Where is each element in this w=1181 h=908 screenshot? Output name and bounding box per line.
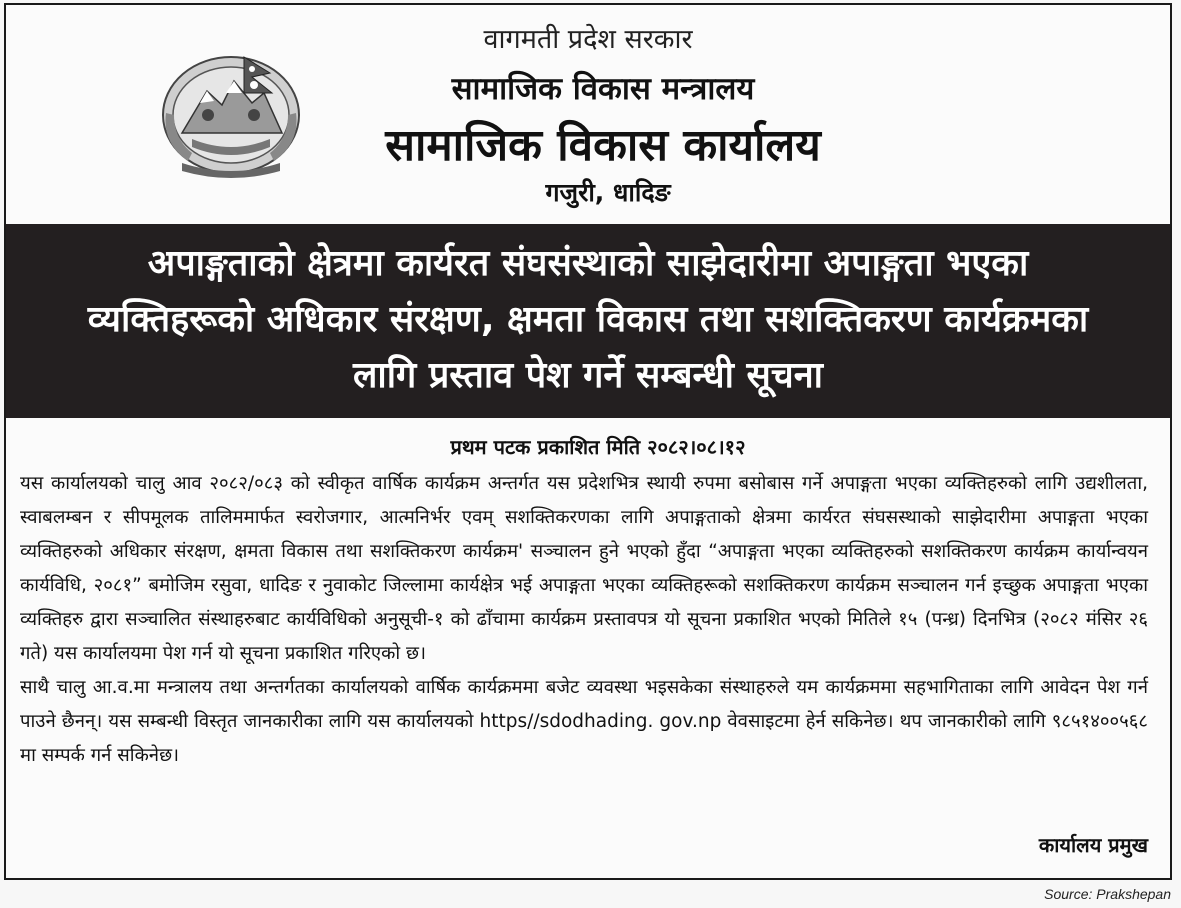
- signature: कार्यालय प्रमुख: [1038, 833, 1148, 857]
- title-line-2: व्यक्तिहरूको अधिकार संरक्षण, क्षमता विकास तथा सशक्तिकरण कार्यक्रमका: [87, 299, 1089, 340]
- header: [6, 5, 1170, 225]
- title-line-3: लागि प्रस्ताव पेश गर्ने सम्बन्धी सूचना: [352, 355, 824, 396]
- source-credit: Source: Prakshepan: [1044, 886, 1171, 902]
- office-name: सामाजिक विकास कार्यालय: [385, 120, 821, 171]
- office-location: गजुरी, धादिङ: [545, 178, 671, 207]
- notice-body: [20, 467, 1148, 773]
- notice-frame: [4, 3, 1172, 880]
- title-line-1: अपाङ्गताको क्षेत्रमा कार्यरत संघसंस्थाको साझेदारीमा अपाङ्गता भएका: [147, 243, 1029, 284]
- ministry-name: सामाजिक विकास मन्त्रालय: [451, 71, 755, 107]
- notice-paragraph-2: साथै चालु आ.व.मा मन्त्रालय तथा अन्तर्गतका कार्यालयको वार्षिक कार्यक्रममा बजेट व्यवस्था भइसकेका संस्थाहरुले यम कार्यक्रममा सहभागिताका लागि आवेदन पेश गर्न पाउने छैनन्। यस सम्बन्धी विस्तृत जानकारीका लागि यस कार्यालयको https//sdodhading. gov.np वेवसाइटमा हेर्न सकिनेछ। थप जानकारीको लागि ९८५१४००५६८ मा सम्पर्क गर्न सकिनेछ।: [20, 677, 1148, 766]
- notice-title: [6, 224, 1170, 418]
- notice-paragraph-1: यस कार्यालयको चालु आव २०८२/०८३ को स्वीकृत वार्षिक कार्यक्रम अन्तर्गत यस प्रदेशभित्र स्थायी रुपमा बसोबास गर्ने अपाङ्गता भएका व्यक्तिहरुको लागि उद्यशीलता, स्वाबलम्बन र सीपमूलक तालिममार्फत स्वरोजगार, आत्मनिर्भर एवम् सशक्तिकरणका लागि अपाङ्गताको क्षेत्रमा कार्यरत संघसस्थाको साझेदारीमा अपाङ्गता भएका व्यक्तिहरुको अधिकार संरक्षण, क्षमता विकास तथा सशक्तिकरण कार्यक्रम' सञ्चालन हुने भएको हुँदा “अपाङ्गता भएका व्यक्तिहरुको सशक्तिकरण कार्यक्रम कार्यान्वयन कार्यविधि, २०८१” बमोजिम रसुवा, धादिङ र नुवाकोट जिल्लामा कार्यक्षेत्र भई अपाङ्गता भएका व्यक्तिहरूको सशक्तिकरण कार्यक्रम सञ्चालन गर्न इच्छुक अपाङ्गता भएका व्यक्तिहरु द्वारा सञ्चालित संस्थाहरुबाट कार्यविधिको अनुसूची-१ को ढाँचामा कार्यक्रम प्रस्तावपत्र यो सूचना प्रकाशित भएको मितिले १५ (पन्ध्र) दिनभित्र (२०८२ मंसिर २६ गते) यस कार्यालयमा पेश गर्न यो सूचना प्रकाशित गरिएको छ।: [20, 473, 1148, 664]
- province-name: वागमती प्रदेश सरकार: [483, 24, 693, 55]
- publish-date: प्रथम पटक प्रकाशित मिति २०८२।०८।१२: [450, 435, 746, 459]
